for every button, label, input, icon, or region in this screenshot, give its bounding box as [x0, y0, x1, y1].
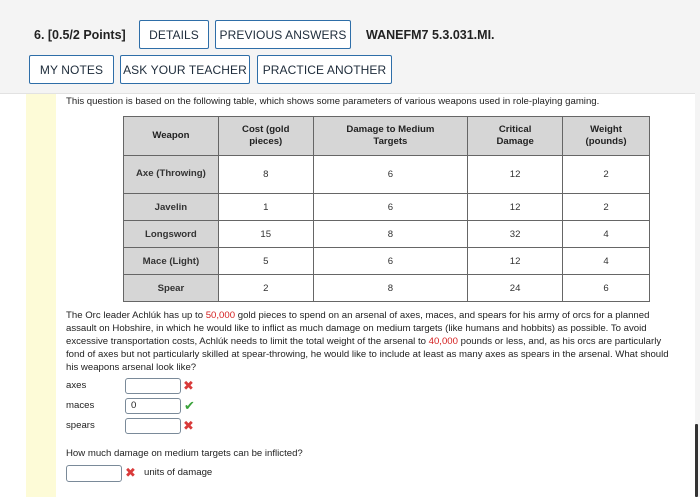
table-row — [124, 156, 650, 194]
axes-input[interactable] — [125, 378, 181, 394]
details-button[interactable]: DETAILS — [139, 20, 209, 49]
incorrect-icon: ✖ — [183, 418, 194, 433]
cost-cell: 5 — [218, 248, 313, 275]
critical-cell: 24 — [468, 275, 563, 302]
header-damage: Damage to Medium Targets — [313, 117, 468, 156]
weight-cell: 2 — [563, 156, 650, 194]
ask-teacher-button[interactable]: ASK YOUR TEACHER — [120, 55, 250, 84]
incorrect-icon: ✖ — [183, 378, 194, 393]
critical-cell: 32 — [468, 221, 563, 248]
intro-text: This question is based on the following table, which shows some parameters of various weapons used in role-playing gaming. — [66, 96, 600, 107]
gold-amount: 50,000 — [205, 310, 236, 321]
table-row — [124, 194, 650, 221]
maces-input[interactable]: 0 — [125, 398, 181, 414]
weight-cell: 4 — [563, 221, 650, 248]
problem-text-part: pounds or less, and, as his orcs are particularly fond of axes but not particularly skilled at spear-throwing, he would like to include at least as many axes as spears in the arsenal. What should his weapons arsenal look like? — [66, 335, 669, 373]
table-row — [124, 275, 650, 302]
spears-input[interactable] — [125, 418, 181, 434]
cost-cell: 2 — [218, 275, 313, 302]
header-cost: Cost (gold pieces) — [218, 117, 313, 156]
weapon-name: Mace (Light) — [124, 248, 219, 275]
previous-answers-button[interactable]: PREVIOUS ANSWERS — [215, 20, 351, 49]
weight-cell: 4 — [563, 248, 650, 275]
weight-cell: 6 — [563, 275, 650, 302]
table-row — [124, 221, 650, 248]
page-right-edge — [695, 0, 700, 497]
cost-cell: 15 — [218, 221, 313, 248]
incorrect-icon: ✖ — [125, 465, 136, 480]
damage-cell: 6 — [313, 248, 468, 275]
damage-cell: 8 — [313, 221, 468, 248]
my-notes-button[interactable]: MY NOTES — [29, 55, 114, 84]
cost-cell: 8 — [218, 156, 313, 194]
damage-question: How much damage on medium targets can be inflicted? — [66, 448, 303, 459]
scrollbar-thumb[interactable] — [695, 424, 698, 497]
correct-icon: ✔ — [184, 398, 195, 413]
maces-label: maces — [66, 400, 95, 411]
spears-label: spears — [66, 420, 95, 431]
critical-cell: 12 — [468, 194, 563, 221]
problem-text-part: The Orc leader Achlúk has up to — [66, 310, 206, 321]
damage-cell: 6 — [313, 156, 468, 194]
problem-text — [66, 310, 671, 375]
weapon-name: Longsword — [124, 221, 219, 248]
weapons-table — [123, 116, 650, 302]
damage-cell: 8 — [313, 275, 468, 302]
practice-another-button[interactable]: PRACTICE ANOTHER — [257, 55, 392, 84]
problem-code: WANEFM7 5.3.031.MI. — [366, 28, 495, 42]
damage-input[interactable] — [66, 465, 122, 482]
problem-text-part: gold pieces to spend on an arsenal of axes, maces, and spears for his army of orcs for a planned assault on Hobshire, in which he would like to inflict as much damage on medium targets (like humans and hobbits) as possible. To avoid excessive transportation costs, Achlúk needs to limit the total weight of the arsenal to — [66, 310, 650, 347]
damage-units-label: units of damage — [144, 467, 213, 478]
table-row — [124, 248, 650, 275]
critical-cell: 12 — [468, 156, 563, 194]
header-weight: Weight (pounds) — [563, 117, 650, 156]
weapon-name: Spear — [124, 275, 219, 302]
critical-cell: 12 — [468, 248, 563, 275]
weapon-name: Javelin — [124, 194, 219, 221]
weapon-name: Axe (Throwing) — [124, 156, 219, 194]
damage-cell: 6 — [313, 194, 468, 221]
header-weapon: Weapon — [124, 117, 219, 156]
question-points-label: 6. [0.5/2 Points] — [34, 28, 126, 42]
axes-label: axes — [66, 380, 87, 391]
weight-cell: 2 — [563, 194, 650, 221]
table-header-row — [124, 117, 650, 156]
question-side-bar — [26, 94, 56, 497]
header-critical: Critical Damage — [468, 117, 563, 156]
cost-cell: 1 — [218, 194, 313, 221]
question-header — [0, 0, 700, 94]
weight-limit: 40,000 — [428, 335, 458, 347]
